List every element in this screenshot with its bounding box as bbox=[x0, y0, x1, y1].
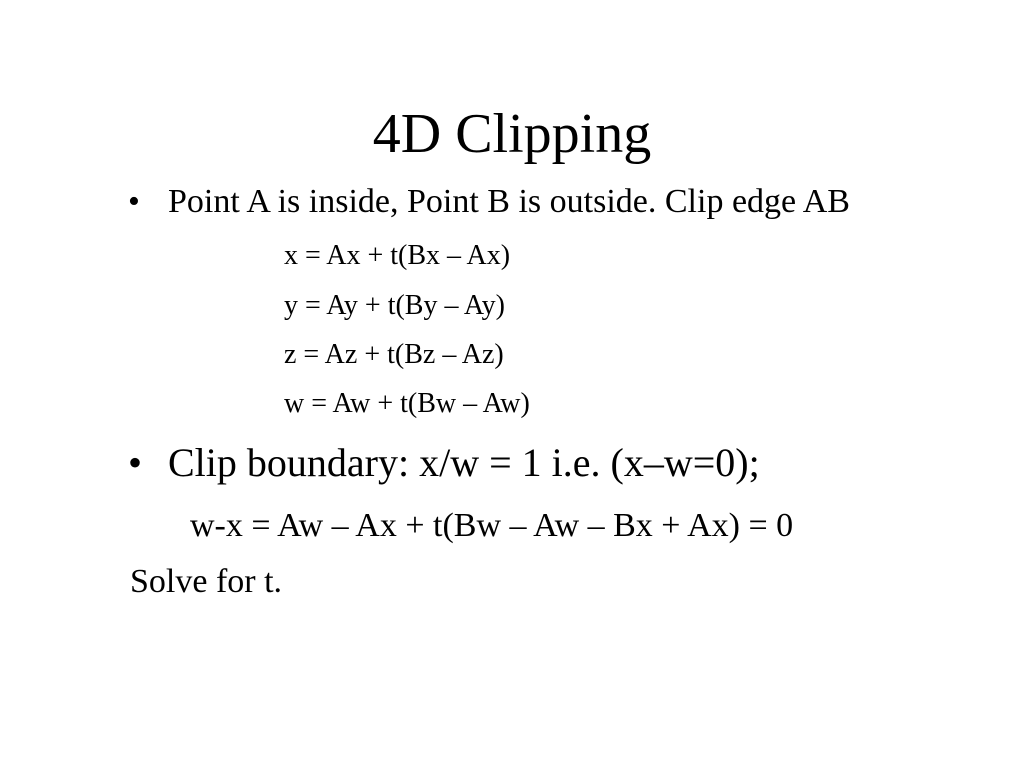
equation-y: y = Ay + t(By – Ay) bbox=[284, 290, 505, 321]
bullet-marker: • bbox=[128, 440, 143, 485]
bullet-marker: • bbox=[128, 183, 140, 220]
equation-boundary: w-x = Aw – Ax + t(Bw – Aw – Bx + Ax) = 0 bbox=[190, 507, 794, 544]
equation-x: x = Ax + t(Bx – Ax) bbox=[284, 240, 511, 271]
equation-w: w = Aw + t(Bw – Aw) bbox=[284, 388, 530, 419]
slide-title: 4D Clipping bbox=[372, 103, 652, 165]
bullet-text: Clip boundary: x/w = 1 i.e. (x–w=0); bbox=[168, 440, 760, 485]
conclusion-text: Solve for t. bbox=[130, 563, 283, 600]
bullet-text: Point A is inside, Point B is outside. Clip edge AB bbox=[168, 183, 850, 220]
equation-z: z = Az + t(Bz – Az) bbox=[284, 339, 504, 370]
